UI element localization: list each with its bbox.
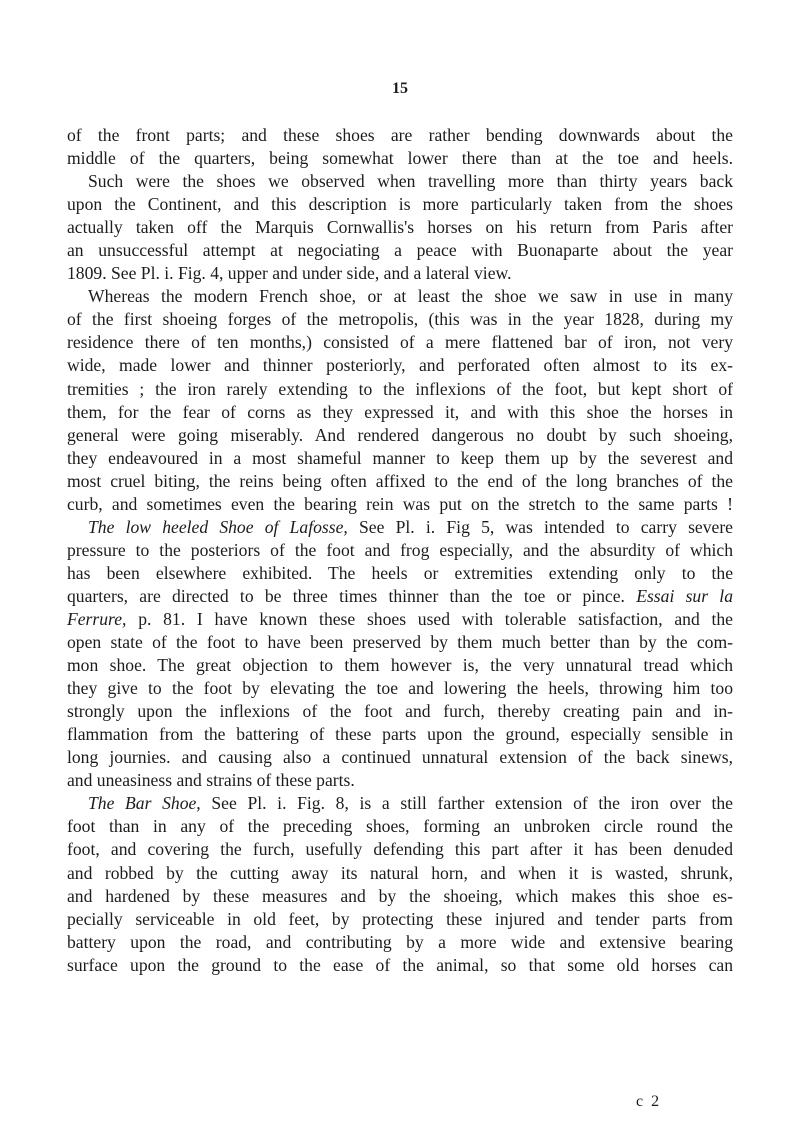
text-line: mon shoe. The great objection to them however is, the very unnatural tread which (67, 655, 733, 676)
italic-title: The Bar Shoe, (88, 793, 201, 814)
text-line: they give to the foot by elevating the toe and lowering the heels, throwing him too (67, 678, 733, 699)
text-line: they endeavoured in a most shameful manner to keep them up by the severest and (67, 447, 733, 468)
text-line: tremities ; the iron rarely extending to the inflexions of the foot, but kept short of (67, 378, 733, 399)
text-line: strongly upon the inflexions of the foot and furch, thereby creating pain and in- (67, 701, 733, 722)
text-line: quarters, are directed to be three times thinner than the toe or pince. Essai sur la (67, 585, 733, 606)
italic-title: The low heeled Shoe of Lafosse, (88, 516, 348, 537)
text-line: actually taken off the Marquis Cornwallis's horses on his return from Paris after (67, 217, 733, 238)
text-line: most cruel biting, the reins being often affixed to the end of the long branches of the (67, 470, 733, 491)
text-line: middle of the quarters, being somewhat lower there than at the toe and heels. (67, 148, 733, 169)
italic-reference: Ferrure, (67, 608, 127, 629)
text-line: an unsuccessful attempt at negociating a peace with Buonaparte about the year (67, 240, 733, 261)
text-line: general were going miserably. And rendered dangerous no doubt by such shoeing, (67, 424, 733, 445)
text-line: upon the Continent, and this description is more particularly taken from the shoes (67, 194, 733, 215)
text-line: of the first shoeing forges of the metropolis, (this was in the year 1828, during my (67, 309, 733, 330)
text-line: foot than in any of the preceding shoes, forming an unbroken circle round the (67, 816, 733, 837)
body-text (67, 124, 733, 977)
text-line: of the front parts; and these shoes are rather bending downwards about the (67, 125, 733, 145)
text-line: open state of the foot to have been preserved by them much better than by the com- (67, 632, 733, 653)
text-line: and hardened by these measures and by the shoeing, which makes this shoe es- (67, 885, 733, 906)
text-line: flammation from the battering of these parts upon the ground, especially sensible in (67, 724, 733, 745)
italic-reference: Essai sur la (636, 585, 733, 606)
text-line: and uneasiness and strains of these parts. (67, 770, 355, 791)
text-line: Ferrure, p. 81. I have known these shoes used with tolerable satisfaction, and the (67, 608, 733, 629)
text-line: pecially serviceable in old feet, by protecting these injured and tender parts from (67, 908, 733, 929)
text-line: The Bar Shoe, See Pl. i. Fig. 8, is a still farther extension of the iron over the (88, 793, 733, 814)
text-line: has been elsewhere exhibited. The heels or extremities extending only to the (67, 562, 733, 583)
page-number: 15 (392, 80, 408, 97)
text-line: The low heeled Shoe of Lafosse, See Pl. i. Fig 5, was intended to carry severe (88, 516, 733, 537)
text-line: residence there of ten months,) consisted of a mere flattened bar of iron, not very (67, 332, 733, 353)
text-line: curb, and sometimes even the bearing rein was put on the stretch to the same parts ! (67, 493, 733, 514)
text-line: long journies. and causing also a continued unnatural extension of the back sinews, (67, 747, 733, 768)
text-line: Whereas the modern French shoe, or at least the shoe we saw in use in many (88, 286, 733, 307)
text-line: Such were the shoes we observed when travelling more than thirty years back (88, 171, 733, 192)
text-line: pressure to the posteriors of the foot and frog especially, and the absurdity of which (67, 539, 733, 560)
text-line: 1809. See Pl. i. Fig. 4, upper and under side, and a lateral view. (67, 263, 512, 284)
text-line: and robbed by the cutting away its natural horn, and when it is wasted, shrunk, (67, 862, 733, 883)
signature-mark: c 2 (636, 1093, 662, 1110)
text-line: battery upon the road, and contributing by a more wide and extensive bearing (67, 931, 733, 952)
text-line: foot, and covering the furch, usefully defending this part after it has been denuded (67, 839, 733, 860)
text-line: wide, made lower and thinner posteriorly, and perforated often almost to its ex- (67, 355, 733, 376)
text-line: surface upon the ground to the ease of the animal, so that some old horses can (67, 954, 733, 975)
text-line: them, for the fear of corns as they expressed it, and with this shoe the horses in (67, 401, 733, 422)
